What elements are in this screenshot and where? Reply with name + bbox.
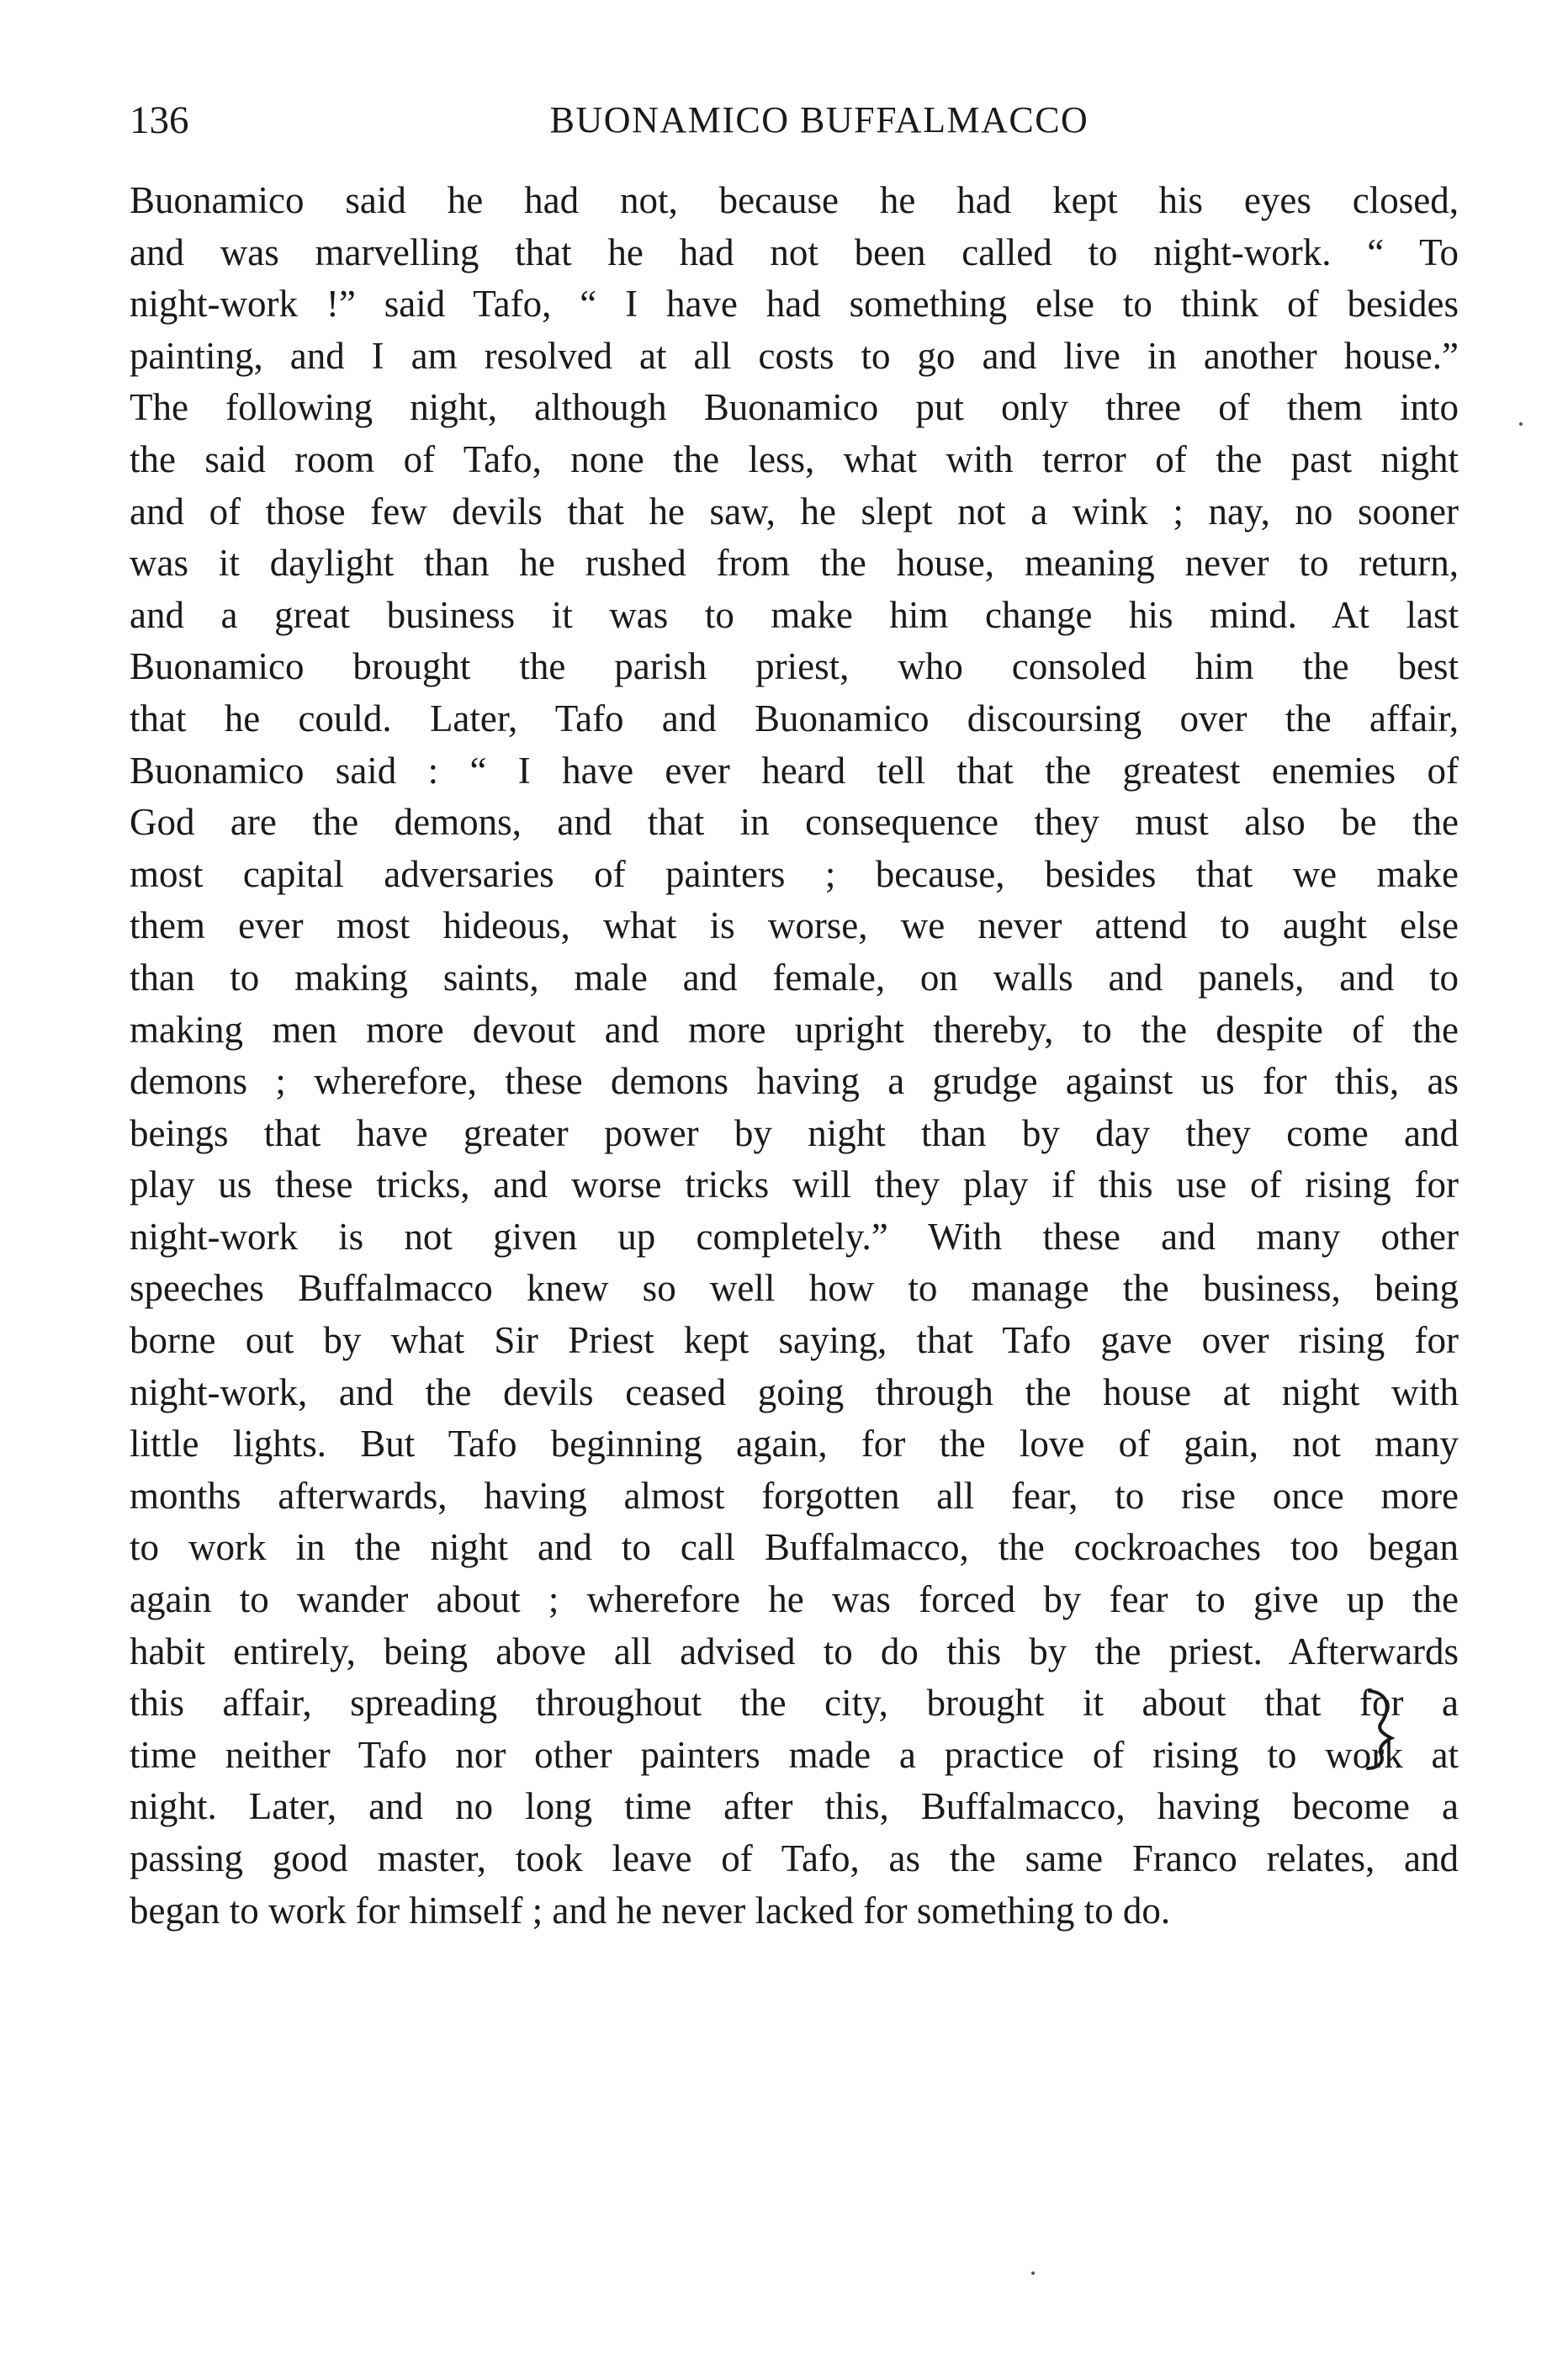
text-line: Buonamico brought the parish priest, who consoled him the best xyxy=(130,645,1459,688)
text-line: to work in the night and to call Buffalmacco, the cockroaches too began xyxy=(130,1526,1459,1569)
text-line: demons ; wherefore, these demons having a grudge against us for this, as xyxy=(130,1060,1459,1103)
closing-bracket-mark xyxy=(1363,1688,1400,1772)
text-line: habit entirely, being above all advised to do this by the priest. Afterwards xyxy=(130,1630,1459,1672)
stray-mark xyxy=(1519,422,1523,426)
page-title: BUONAMICO BUFFALMACCO xyxy=(549,99,1089,140)
text-line: again to wander about ; wherefore he was forced by fear to give up the xyxy=(130,1578,1459,1621)
running-head xyxy=(130,91,1459,150)
text-line: that he could. Later, Tafo and Buonamico discoursing over the affair, xyxy=(130,697,1459,739)
text-line: this affair, spreading throughout the city, brought it about that for a xyxy=(130,1682,1459,1725)
text-line: Buonamico said : “ I have ever heard tell that the greatest enemies of xyxy=(130,749,1459,792)
body-text xyxy=(130,175,1459,1937)
text-line: than to making saints, male and female, on walls and panels, and to xyxy=(130,956,1459,999)
text-line: months afterwards, having almost forgotten all fear, to rise once more xyxy=(130,1474,1459,1517)
text-line: and a great business it was to make him change his mind. At last xyxy=(130,593,1459,636)
text-line: play us these tricks, and worse tricks will they play if this use of rising for xyxy=(130,1163,1459,1206)
text-line: began to work for himself ; and he never lacked for something to do. xyxy=(130,1889,1171,1932)
text-line: Buonamico said he had not, because he had kept his eyes closed, xyxy=(130,179,1459,221)
text-line: was it daylight than he rushed from the house, meaning never to return, xyxy=(130,542,1459,585)
text-line: The following night, although Buonamico put only three of them into xyxy=(130,386,1459,429)
text-line: beings that have greater power by night than by day they come and xyxy=(130,1111,1459,1154)
text-line: most capital adversaries of painters ; because, besides that we make xyxy=(130,852,1459,895)
text-line: speeches Buffalmacco knew so well how to manage the business, being xyxy=(130,1267,1459,1310)
text-line: night-work is not given up completely.” With these and many other xyxy=(130,1215,1459,1258)
text-line: and was marvelling that he had not been called to night-work. “ To xyxy=(130,231,1459,273)
text-line: night-work, and the devils ceased going through the house at night with xyxy=(130,1370,1459,1413)
text-line: making men more devout and more upright thereby, to the despite of the xyxy=(130,1008,1459,1051)
text-line: and of those few devils that he saw, he slept not a wink ; nay, no sooner xyxy=(130,490,1459,533)
text-line: painting, and I am resolved at all costs to go and live in another house.” xyxy=(130,334,1459,377)
page-number: 136 xyxy=(130,98,189,142)
text-line: night-work !” said Tafo, “ I have had something else to think of besides xyxy=(130,283,1459,326)
text-line: night. Later, and no long time after this, Buffalmacco, having become a xyxy=(130,1785,1459,1828)
text-line: them ever most hideous, what is worse, we never attend to aught else xyxy=(130,904,1459,947)
stray-mark xyxy=(1031,2271,1035,2275)
text-line: borne out by what Sir Priest kept saying, that Tafo gave over rising for xyxy=(130,1319,1459,1362)
text-line: passing good master, took leave of Tafo, as the same Franco relates, and xyxy=(130,1837,1459,1879)
text-line: God are the demons, and that in consequence they must also be the xyxy=(130,801,1459,844)
text-line: little lights. But Tafo beginning again, for the love of gain, not many xyxy=(130,1423,1459,1466)
text-line: time neither Tafo nor other painters made a practice of rising to work at xyxy=(130,1733,1459,1776)
text-line: the said room of Tafo, none the less, what with terror of the past night xyxy=(130,437,1459,480)
